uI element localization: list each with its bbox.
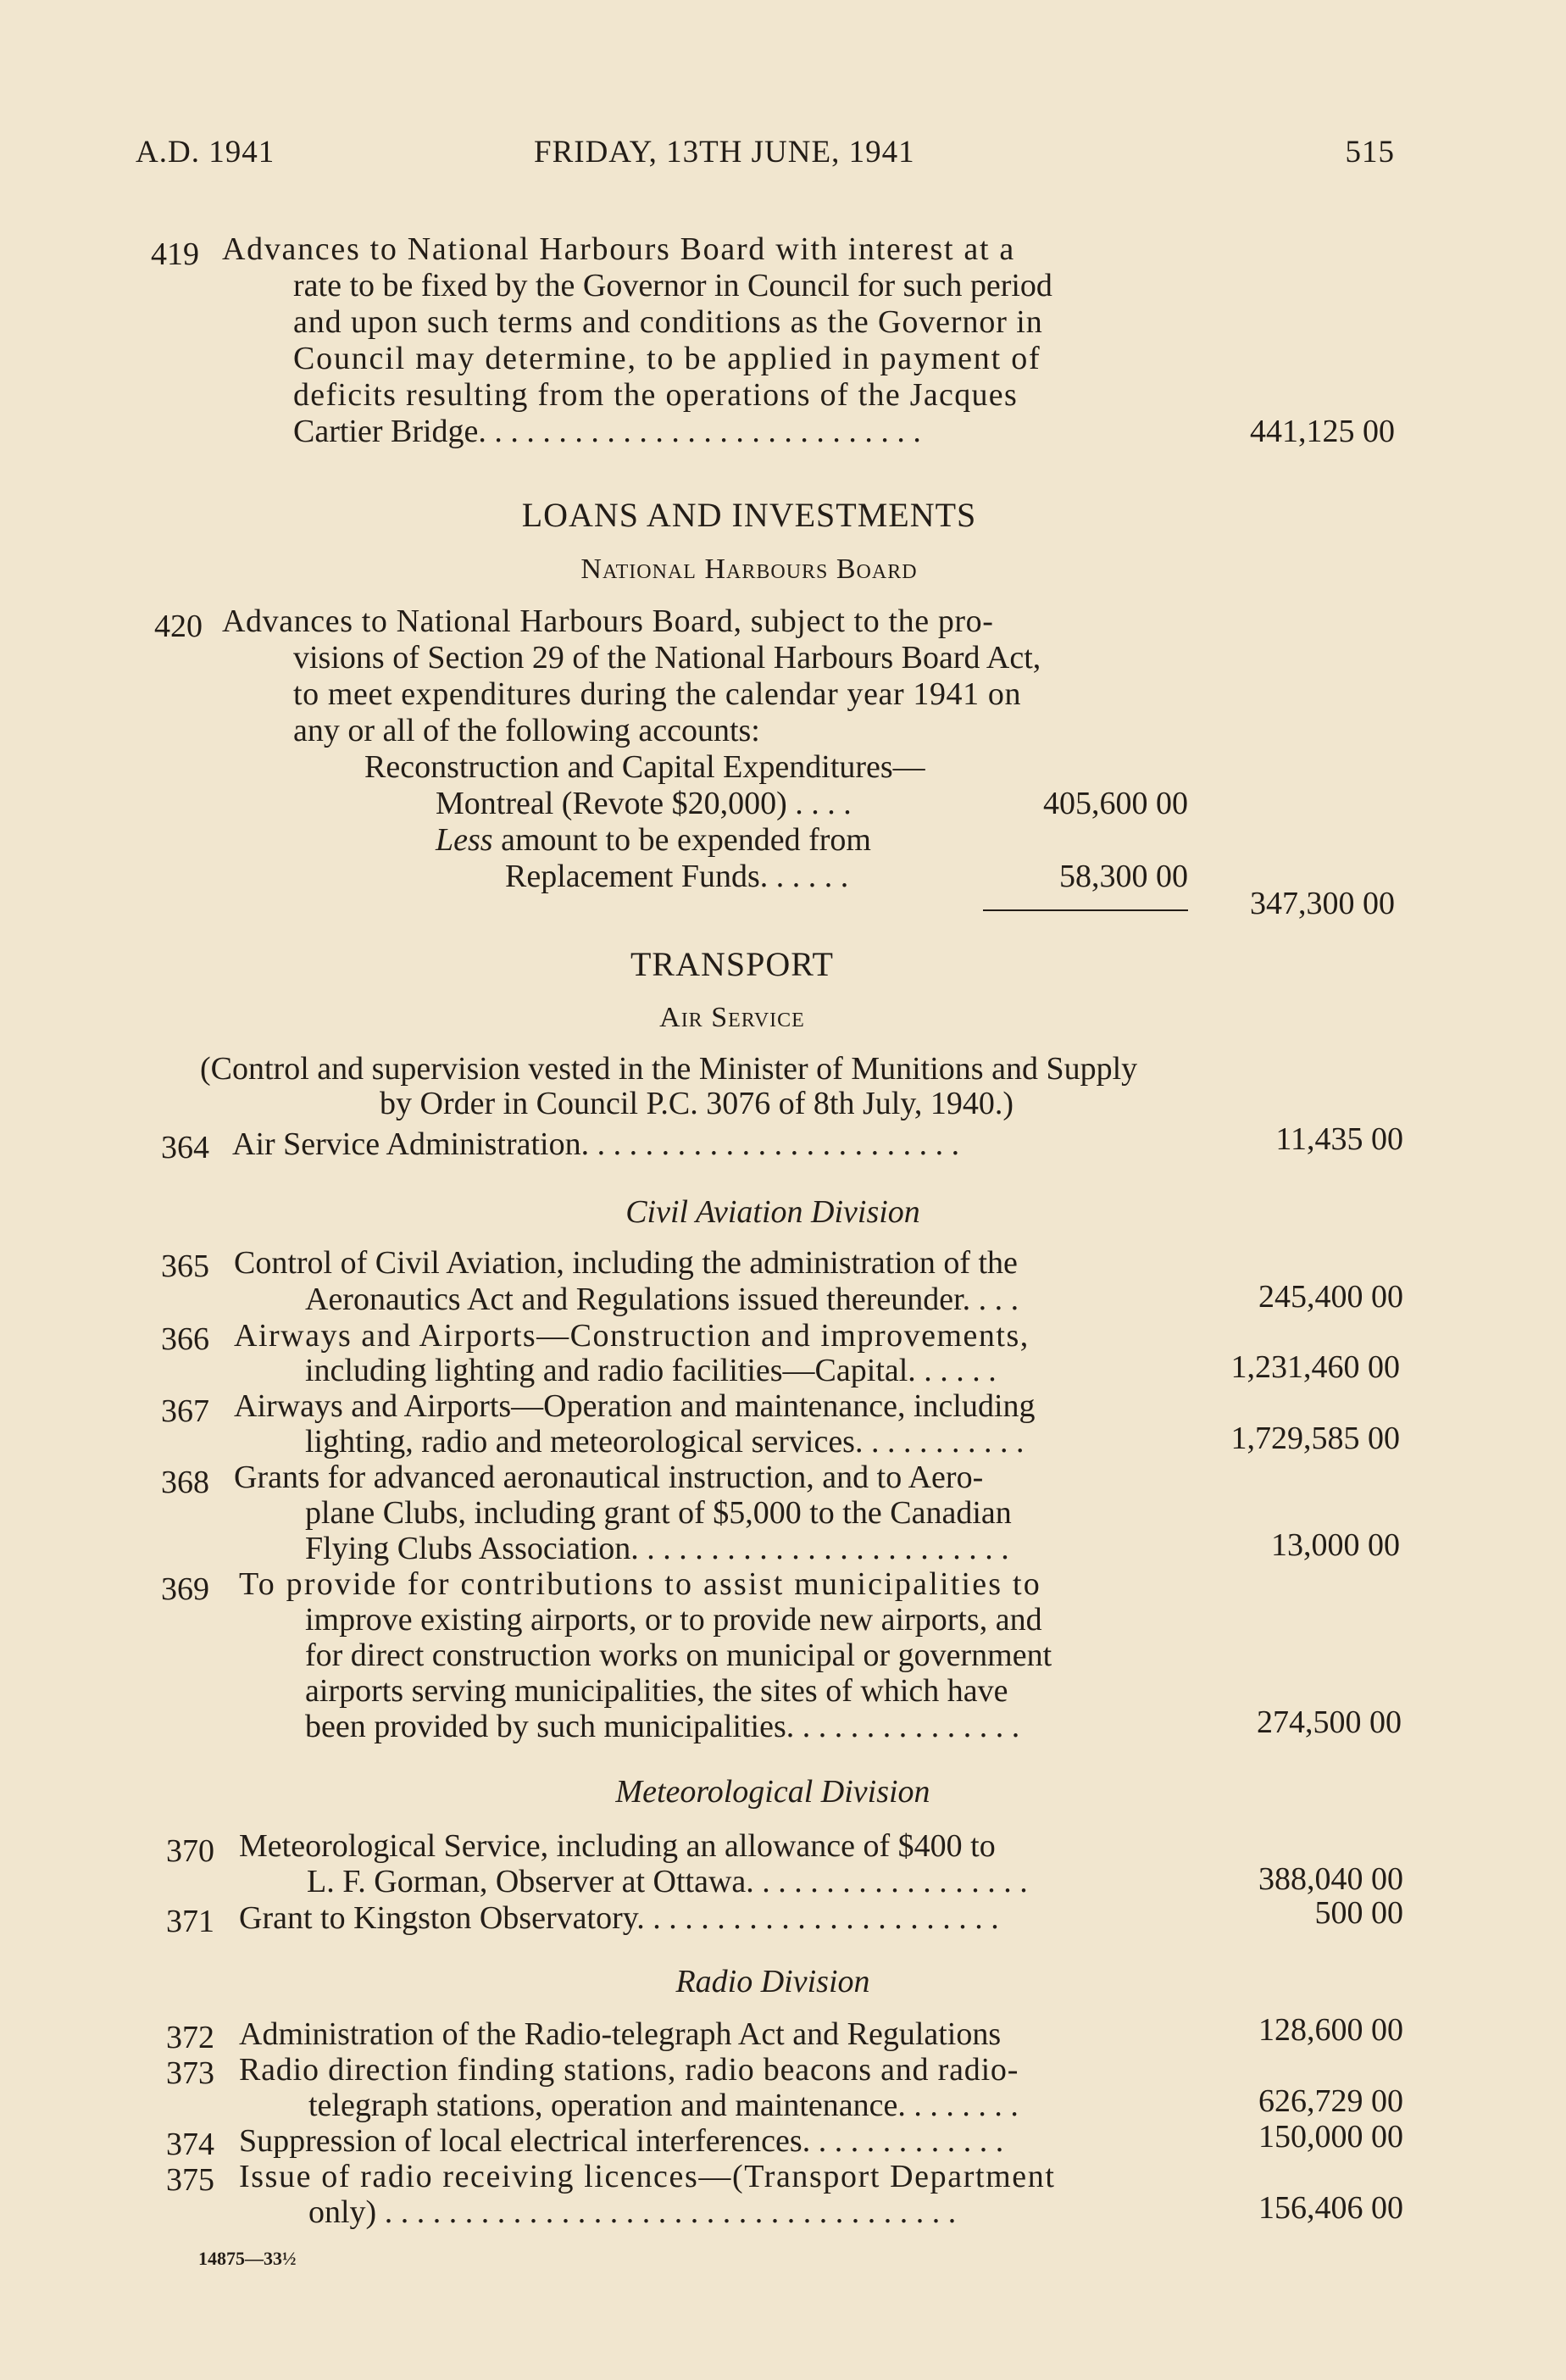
page-number: 515 — [1345, 135, 1395, 170]
item-amount: 128,600 00 — [1258, 2012, 1403, 2048]
item-text-line: Advances to National Harbours Board, subject to the pro- — [222, 603, 994, 639]
item-number: 366 — [161, 1321, 209, 1357]
division-heading: Radio Division — [675, 1964, 870, 1999]
item-text-line: Control of Civil Aviation, including the administration of the — [234, 1245, 1018, 1281]
less-text: amount to be expended from — [501, 822, 871, 858]
item-amount: 150,000 00 — [1258, 2119, 1403, 2155]
item-text-line: Issue of radio receiving licences—(Transport Department — [239, 2159, 1056, 2194]
item-number: 364 — [161, 1130, 209, 1165]
item-amount: 274,500 00 — [1257, 1704, 1402, 1740]
item-number: 372 — [166, 2020, 214, 2055]
item-number: 367 — [161, 1393, 209, 1429]
item-amount: 156,406 00 — [1258, 2190, 1403, 2226]
item-number: 368 — [161, 1465, 209, 1500]
item-amount: 13,000 00 — [1271, 1527, 1400, 1563]
item-text-line: Administration of the Radio-telegraph Act and Regulations — [239, 2016, 1002, 2052]
item-text-line: Radio direction finding stations, radio beacons and radio- — [239, 2052, 1019, 2088]
item-text-line: and upon such terms and conditions as the Governor in — [293, 304, 1043, 340]
item-text-line: airports serving municipalities, the sites of which have — [305, 1673, 1008, 1709]
item-text-line: any or all of the following accounts: — [293, 713, 760, 748]
item-text-line: plane Clubs, including grant of $5,000 to the Canadian — [305, 1495, 1012, 1531]
item-amount: 11,435 00 — [1275, 1121, 1403, 1157]
item-text-line: Council may determine, to be applied in payment of — [293, 341, 1041, 376]
item-text-line: Cartier Bridge. . . . . . . . . . . . . . . . . . . . . . . . . . . . — [293, 414, 921, 449]
section-note: by Order in Council P.C. 3076 of 8th July, 1940.) — [380, 1086, 1014, 1121]
item-text-line: Aeronautics Act and Regulations issued thereunder. . . . — [305, 1282, 1019, 1317]
section-subheading: Air Service — [659, 1002, 805, 1033]
item-number: 374 — [166, 2127, 214, 2162]
item-text-line: Advances to National Harbours Board with interest at a — [222, 231, 1016, 267]
item-text-line: Air Service Administration. . . . . . . . . . . . . . . . . . . . . . . . — [232, 1126, 960, 1162]
subtotal-rule — [983, 909, 1188, 911]
item-number: 369 — [161, 1571, 209, 1607]
item-text-line: Meteorological Service, including an allowance of $400 to — [239, 1828, 996, 1864]
section-subheading: National Harbours Board — [580, 553, 918, 585]
item-text-line: for direct construction works on municipal or government — [305, 1638, 1052, 1673]
item-text-line: Suppression of local electrical interferences. . . . . . . . . . . . . — [239, 2123, 1004, 2159]
item-text-line: Reconstruction and Capital Expenditures— — [364, 749, 925, 785]
item-number: 419 — [151, 236, 199, 272]
item-number: 370 — [166, 1833, 214, 1869]
section-note: (Control and supervision vested in the Minister of Munitions and Supply — [200, 1051, 1138, 1087]
item-text-line: deficits resulting from the operations of the Jacques — [293, 377, 1019, 413]
item-amount: 245,400 00 — [1258, 1279, 1403, 1315]
item-number: 371 — [166, 1904, 214, 1939]
header-date: FRIDAY, 13TH JUNE, 1941 — [534, 135, 915, 170]
item-text-line: lighting, radio and meteorological services. . . . . . . . . . . — [305, 1424, 1025, 1460]
item-text-line: rate to be fixed by the Governor in Council for such period — [293, 268, 1052, 303]
item-text-line: to meet expenditures during the calendar year 1941 on — [293, 676, 1022, 712]
sub-amount: 58,300 00 — [1059, 859, 1188, 894]
header-year: A.D. 1941 — [136, 135, 275, 170]
item-amount: 1,729,585 00 — [1230, 1421, 1400, 1456]
item-text-line: Montreal (Revote $20,000) . . . . — [436, 786, 852, 821]
item-text-line: improve existing airports, or to provide new airports, and — [305, 1602, 1042, 1638]
less-word: Less — [436, 822, 493, 858]
item-text-line: only) . . . . . . . . . . . . . . . . . . . . . . . . . . . . . . . . . . . . — [308, 2194, 957, 2230]
division-heading: Meteorological Division — [615, 1774, 930, 1810]
sub-amount: 405,600 00 — [1043, 786, 1188, 821]
item-amount: 626,729 00 — [1258, 2083, 1403, 2119]
item-number: 365 — [161, 1248, 209, 1284]
item-text-line: Replacement Funds. . . . . . — [505, 859, 849, 894]
item-text-line: To provide for contributions to assist municipalities to — [239, 1566, 1041, 1602]
section-heading: LOANS AND INVESTMENTS — [521, 496, 977, 534]
item-text-line: Flying Clubs Association. . . . . . . . . . . . . . . . . . . . . . . . — [305, 1531, 1009, 1566]
item-text-line: telegraph stations, operation and maintenance. . . . . . . . — [308, 2088, 1019, 2123]
item-amount: 500 00 — [1314, 1895, 1403, 1931]
item-amount: 388,040 00 — [1258, 1861, 1403, 1897]
section-heading: TRANSPORT — [630, 945, 834, 983]
item-text-line: visions of Section 29 of the National Harbours Board Act, — [293, 640, 1041, 676]
item-amount: 441,125 00 — [1250, 414, 1395, 449]
item-text-line: been provided by such municipalities. . . . . . . . . . . . . . . — [305, 1709, 1020, 1744]
item-text-line: Grants for advanced aeronautical instruction, and to Aero- — [234, 1460, 984, 1495]
item-text-line: Airways and Airports—Construction and improvements, — [234, 1318, 1030, 1354]
printer-code: 14875—33½ — [198, 2248, 297, 2269]
item-text-line: Airways and Airports—Operation and maintenance, including — [234, 1388, 1036, 1424]
item-amount: 347,300 00 — [1250, 886, 1395, 921]
item-text-line: L. F. Gorman, Observer at Ottawa. . . . . . . . . . . . . . . . . . — [307, 1864, 1028, 1899]
item-text-line: including lighting and radio facilities—Capital. . . . . . — [305, 1353, 997, 1388]
item-amount: 1,231,460 00 — [1230, 1349, 1400, 1385]
division-heading: Civil Aviation Division — [625, 1194, 920, 1230]
item-number: 420 — [154, 609, 203, 644]
item-number: 373 — [166, 2055, 214, 2091]
item-text-line: Grant to Kingston Observatory. . . . . . . . . . . . . . . . . . . . . . . — [239, 1900, 999, 1936]
item-number: 375 — [166, 2162, 214, 2198]
item-text-line — [436, 821, 871, 859]
